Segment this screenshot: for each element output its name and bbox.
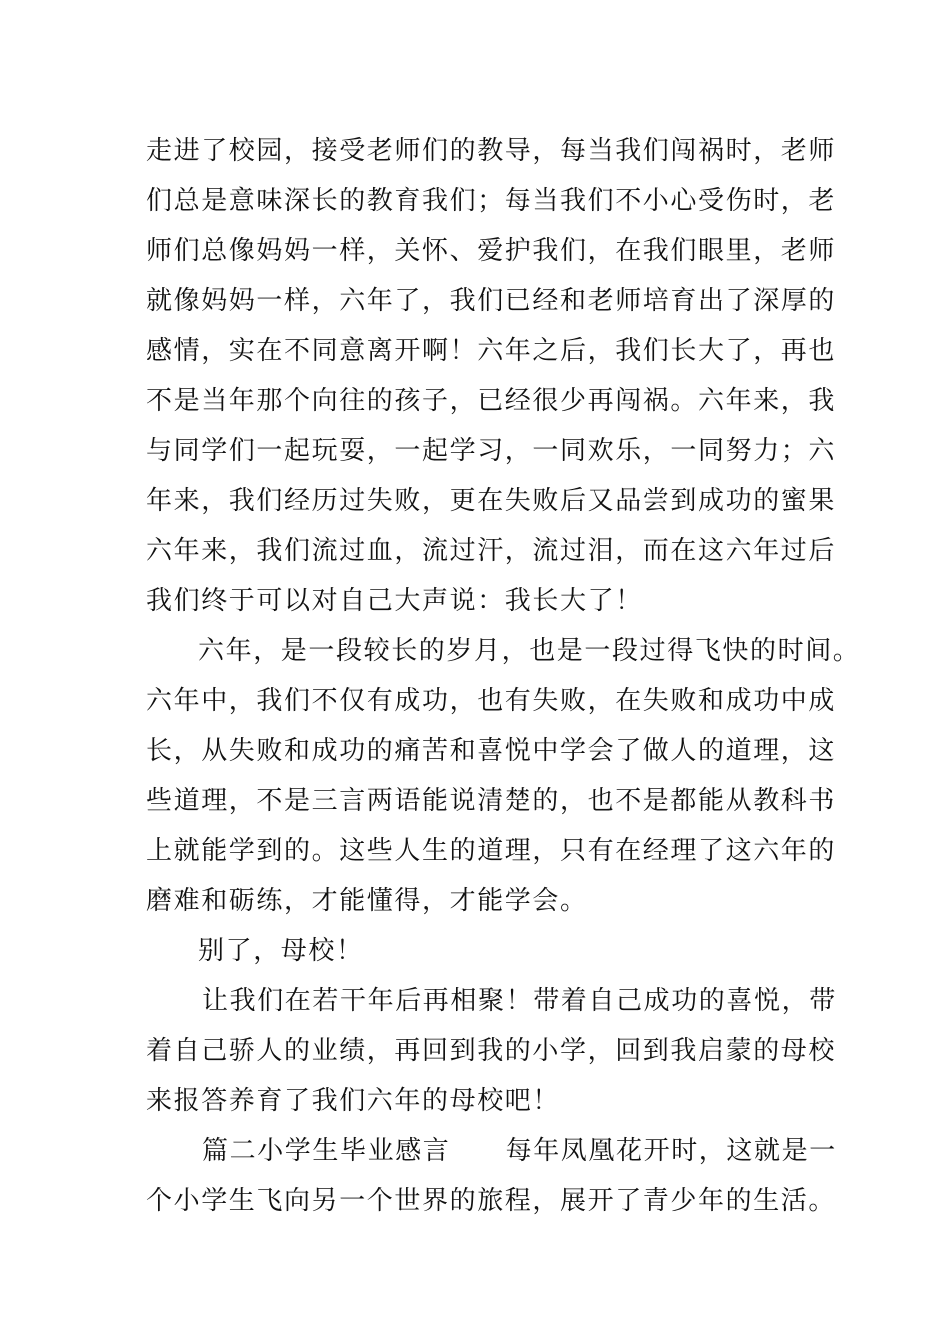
text-line-7: 与同学们一起玩耍，一起学习，一同欢乐，一同努力；六 [146, 436, 837, 466]
text-line-3: 师们总像妈妈一样，关怀、爱护我们，在我们眼里，老师 [146, 236, 837, 266]
text-line-22: 个小学生飞向另一个世界的旅程，展开了青少年的生活。 [146, 1186, 837, 1216]
text-line-6: 不是当年那个向往的孩子，已经很少再闯祸。六年来，我 [146, 386, 837, 416]
text-line-5: 感情，实在不同意离开啊！六年之后，我们长大了，再也 [146, 336, 837, 366]
text-line-9: 六年来，我们流过血，流过汗，流过泪，而在这六年过后 [146, 536, 837, 566]
text-line-19: 着自己骄人的业绩，再回到我的小学，回到我启蒙的母校 [146, 1036, 837, 1066]
text-line-14: 些道理，不是三言两语能说清楚的，也不是都能从教科书 [146, 786, 837, 816]
text-line-15: 上就能学到的。这些人生的道理，只有在经理了这六年的 [146, 836, 837, 866]
text-line-11: 六年，是一段较长的岁月，也是一段过得飞快的时间。 [198, 636, 861, 666]
text-line-16: 磨难和砺练，才能懂得，才能学会。 [146, 886, 588, 916]
text-line-8: 年来，我们经历过失败，更在失败后又品尝到成功的蜜果 [146, 486, 837, 516]
text-line-20: 来报答养育了我们六年的母校吧！ [146, 1086, 561, 1116]
text-line-21: 篇二小学生毕业感言 每年凤凰花开时，这就是一 [202, 1136, 837, 1166]
text-line-12: 六年中，我们不仅有成功，也有失败，在失败和成功中成 [146, 686, 837, 716]
text-line-4: 就像妈妈一样，六年了，我们已经和老师培育出了深厚的 [146, 286, 837, 316]
text-line-2: 们总是意味深长的教育我们；每当我们不小心受伤时，老 [146, 186, 837, 216]
document-body [146, 126, 861, 1226]
text-line-17: 别了，母校！ [198, 936, 364, 966]
text-line-13: 长，从失败和成功的痛苦和喜悦中学会了做人的道理，这 [146, 736, 837, 766]
text-line-10: 我们终于可以对自己大声说：我长大了！ [146, 586, 643, 616]
text-line-18: 让我们在若干年后再相聚！带着自己成功的喜悦，带 [202, 986, 837, 1016]
text-line-1: 走进了校园，接受老师们的教导，每当我们闯祸时，老师 [146, 136, 837, 166]
